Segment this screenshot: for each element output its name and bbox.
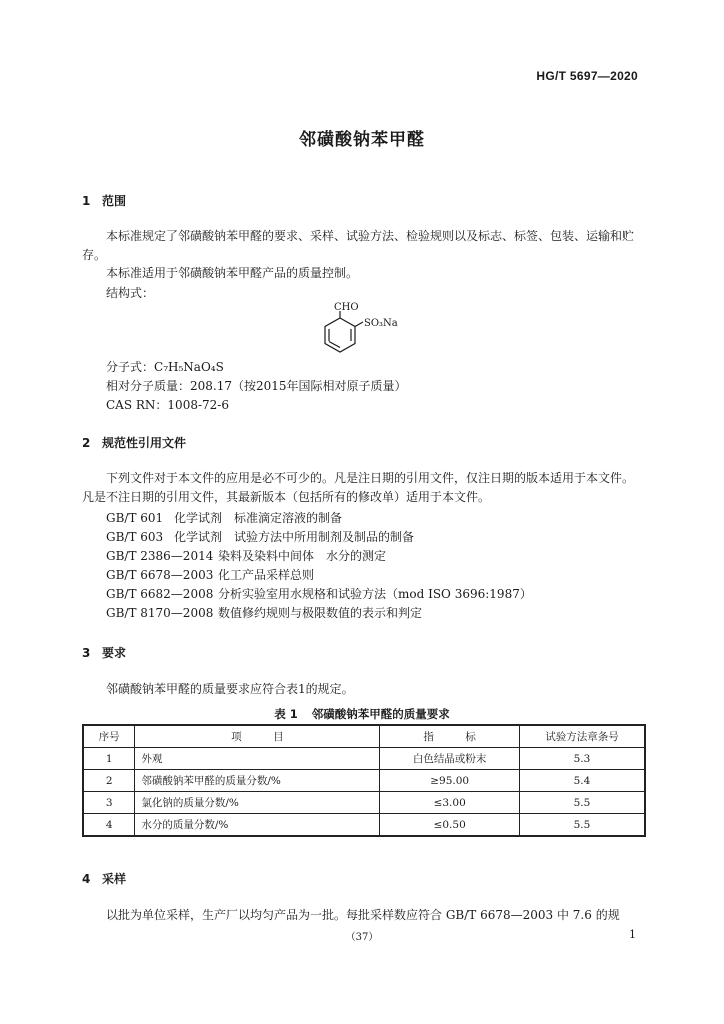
test-method-clause: 5.5 <box>519 792 645 814</box>
reference-code: GB/T 6678—2003 <box>106 568 214 582</box>
sampling-paragraph: 以批为单位采样，生产厂以均匀产品为一批。每批采样数应符合 GB/T 6678—2003 中 7.6 的规 <box>106 908 620 922</box>
table-header-row <box>83 725 645 748</box>
item-name: 邻磺酸钠苯甲醛的质量分数/% <box>135 770 380 792</box>
scope-paragraph: 本标准规定了邻磺酸钠苯甲醛的要求、采样、试验方法、检验规则以及标志、标签、包装、运输和贮存。 <box>82 229 635 262</box>
section-2-heading <box>82 434 186 451</box>
row-number: 2 <box>83 770 135 792</box>
reference-item <box>106 566 314 585</box>
so3na-group-label: SO₃Na <box>364 318 398 329</box>
section-title: 规范性引用文件 <box>102 436 187 450</box>
section-1-heading <box>82 192 126 209</box>
section-number: 4 <box>82 872 91 886</box>
reference-code: GB/T 2386—2014 <box>106 549 214 563</box>
specification-value: ≤3.00 <box>380 792 520 814</box>
section-title: 要求 <box>102 646 127 660</box>
quality-requirements-table <box>82 724 646 837</box>
reference-title: 染料及染料中间体 水分的测定 <box>218 549 387 563</box>
footer-page-reference: （37） <box>345 932 379 943</box>
normative-references-intro: 下列文件对于本文件的应用是必不可少的。凡是注日期的引用文件，仅注日期的版本适用于本文件。凡是不注日期的引用文件，其最新版本（包括所有的修改单）适用于本文件。 <box>82 471 635 504</box>
table-row <box>83 748 645 770</box>
requirements-paragraph: 邻磺酸钠苯甲醛的质量要求应符合表1的规定。 <box>106 682 354 696</box>
table-row <box>83 770 645 792</box>
reference-title: 化学试剂 标准滴定溶液的制备 <box>174 511 343 525</box>
reference-code: GB/T 8170—2008 <box>106 606 214 620</box>
reference-item <box>106 547 386 566</box>
reference-title: 分析实验室用水规格和试验方法（mod ISO 3696:1987） <box>218 587 532 601</box>
formula-label: 分子式： <box>106 360 155 374</box>
section-4-heading <box>82 870 126 887</box>
molecular-formula-line <box>106 358 224 377</box>
reference-code: GB/T 6682—2008 <box>106 587 214 601</box>
row-number: 3 <box>83 792 135 814</box>
structural-formula-figure <box>300 300 430 362</box>
section-3-heading <box>82 644 126 661</box>
table-row <box>83 814 645 837</box>
section-number: 3 <box>82 646 91 660</box>
header-cell: 项 目 <box>135 725 380 748</box>
reference-item <box>106 604 422 623</box>
reference-item <box>106 528 414 547</box>
item-name: 外观 <box>135 748 380 770</box>
item-name: 氯化钠的质量分数/% <box>135 792 380 814</box>
reference-code: GB/T 603 <box>106 530 164 544</box>
reference-item <box>106 585 532 604</box>
reference-code: GB/T 601 <box>106 511 164 525</box>
test-method-clause: 5.4 <box>519 770 645 792</box>
item-name: 水分的质量分数/% <box>135 814 380 837</box>
reference-item <box>106 509 342 528</box>
reference-title: 数值修约规则与极限数值的表示和判定 <box>218 606 423 620</box>
reference-title: 化工产品采样总则 <box>218 568 315 582</box>
molecular-mass-line: 相对分子质量：208.17（按2015年国际相对原子质量） <box>106 379 407 393</box>
specification-value: 白色结晶或粉末 <box>380 748 520 770</box>
test-method-clause: 5.3 <box>519 748 645 770</box>
row-number: 4 <box>83 814 135 837</box>
specification-value: ≤0.50 <box>380 814 520 837</box>
so3na-bond <box>355 322 363 327</box>
section-title: 范围 <box>102 194 127 208</box>
row-number: 1 <box>83 748 135 770</box>
molecular-formula: C₇H₅NaO₄S <box>154 360 224 374</box>
table-title: 邻磺酸钠苯甲醛的质量要求 <box>311 707 450 721</box>
document-title: 邻磺酸钠苯甲醛 <box>299 130 425 150</box>
section-title: 采样 <box>102 872 127 886</box>
header-cell: 试验方法章条号 <box>519 725 645 748</box>
header-cell: 序号 <box>83 725 135 748</box>
cho-group-label: CHO <box>334 302 359 313</box>
cas-number-line: CAS RN：1008-72-6 <box>106 398 229 412</box>
table-caption <box>0 706 724 722</box>
table-row <box>83 792 645 814</box>
reference-title: 化学试剂 试验方法中所用制剂及制品的制备 <box>174 530 415 544</box>
header-cell: 指 标 <box>380 725 520 748</box>
table-label: 表 1 <box>274 707 298 721</box>
page-number: 1 <box>629 928 636 941</box>
standard-code: HG/T 5697—2020 <box>536 69 638 83</box>
specification-value: ≥95.00 <box>380 770 520 792</box>
section-number: 2 <box>82 436 91 450</box>
test-method-clause: 5.5 <box>519 814 645 837</box>
section-number: 1 <box>82 194 91 208</box>
structure-label: 结构式： <box>106 286 155 300</box>
applicability-paragraph: 本标准适用于邻磺酸钠苯甲醛产品的质量控制。 <box>106 266 359 280</box>
